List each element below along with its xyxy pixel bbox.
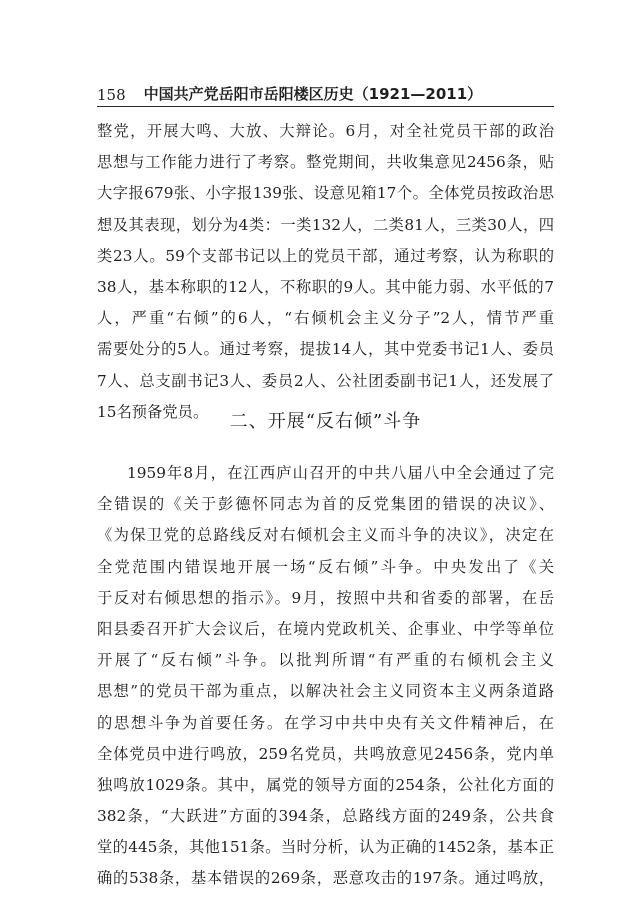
text-line: 想及其表现，划分为4类：一类132人，二类81人，三类30人，四 (97, 215, 554, 234)
text-line: 确的538条，基本错误的269条，恶意攻击的197条。通过鸣放， (97, 869, 554, 888)
text-line: 阳县委召开扩大会议后，在境内党政机关、企事业、中学等单位 (97, 619, 554, 638)
text-line: 人，严重“右倾”的6人，“右倾机会主义分子”2人，情节严重 (97, 309, 554, 328)
running-header (97, 82, 554, 104)
text-line: 15名预备党员。 (97, 402, 209, 421)
text-line: 堂的445条，其他151条。当时分析，认为正确的1452条，基本正 (97, 838, 554, 857)
text-line: 开展了“反右倾”斗争。以批判所谓“有严重的右倾机会主义 (97, 651, 554, 670)
text-line: 大字报679张、小字报139张、设意见箱17个。全体党员按政治思 (97, 184, 554, 203)
text-line: 的思想斗争为首要任务。在学习中共中央有关文件精神后，在 (97, 713, 554, 732)
text-line: 7人、总支副书记3人、委员2人、公社团委副书记1人，还发展了 (97, 371, 554, 390)
page-number: 158 (97, 86, 126, 104)
text-line: 全党范围内错误地开展一场“反右倾”斗争。中央发出了《关 (97, 557, 554, 576)
text-line: 1959年8月，在江西庐山召开的中共八届八中全会通过了完 (127, 464, 554, 482)
text-line: 类23人。59个支部书记以上的党员干部，通过考察，认为称职的 (97, 246, 554, 265)
text-line: 全错误的《关于彭德怀同志为首的反党集团的错误的决议》、 (97, 495, 554, 514)
paragraph (97, 458, 554, 895)
book-title: 中国共产党岳阳市岳阳楼区历史（1921—2011） (143, 85, 483, 103)
section-heading: 二、开展“反右倾”斗争 (229, 411, 422, 432)
paragraph-continued (97, 116, 554, 428)
text-line: 独鸣放1029条。其中，属党的领导方面的254条，公社化方面的 (97, 775, 554, 794)
text-line: 整党，开展大鸣、大放、大辩论。6月，对全社党员干部的政治 (97, 122, 554, 140)
text-line: 于反对右倾思想的指示》。9月，按照中共和省委的部署，在岳 (97, 588, 554, 607)
text-line: 382条，“大跃进”方面的394条，总路线方面的249条，公共食 (97, 807, 554, 826)
text-line: 《为保卫党的总路线反对右倾机会主义而斗争的决议》，决定在 (97, 526, 554, 545)
header-rule (97, 106, 554, 107)
text-line: 思想”的党员干部为重点，以解决社会主义同资本主义两条道路 (97, 682, 554, 701)
text-line: 思想与工作能力进行了考察。整党期间，共收集意见2456条，贴 (97, 153, 554, 172)
text-line: 全体党员中进行鸣放，259名党员，共鸣放意见2456条，党内单 (97, 744, 554, 763)
text-line: 38人，基本称职的12人，不称职的9人。其中能力弱、水平低的7 (97, 277, 554, 296)
text-line: 需要处分的5人。通过考察，提拔14人，其中党委书记1人、委员 (97, 340, 554, 359)
